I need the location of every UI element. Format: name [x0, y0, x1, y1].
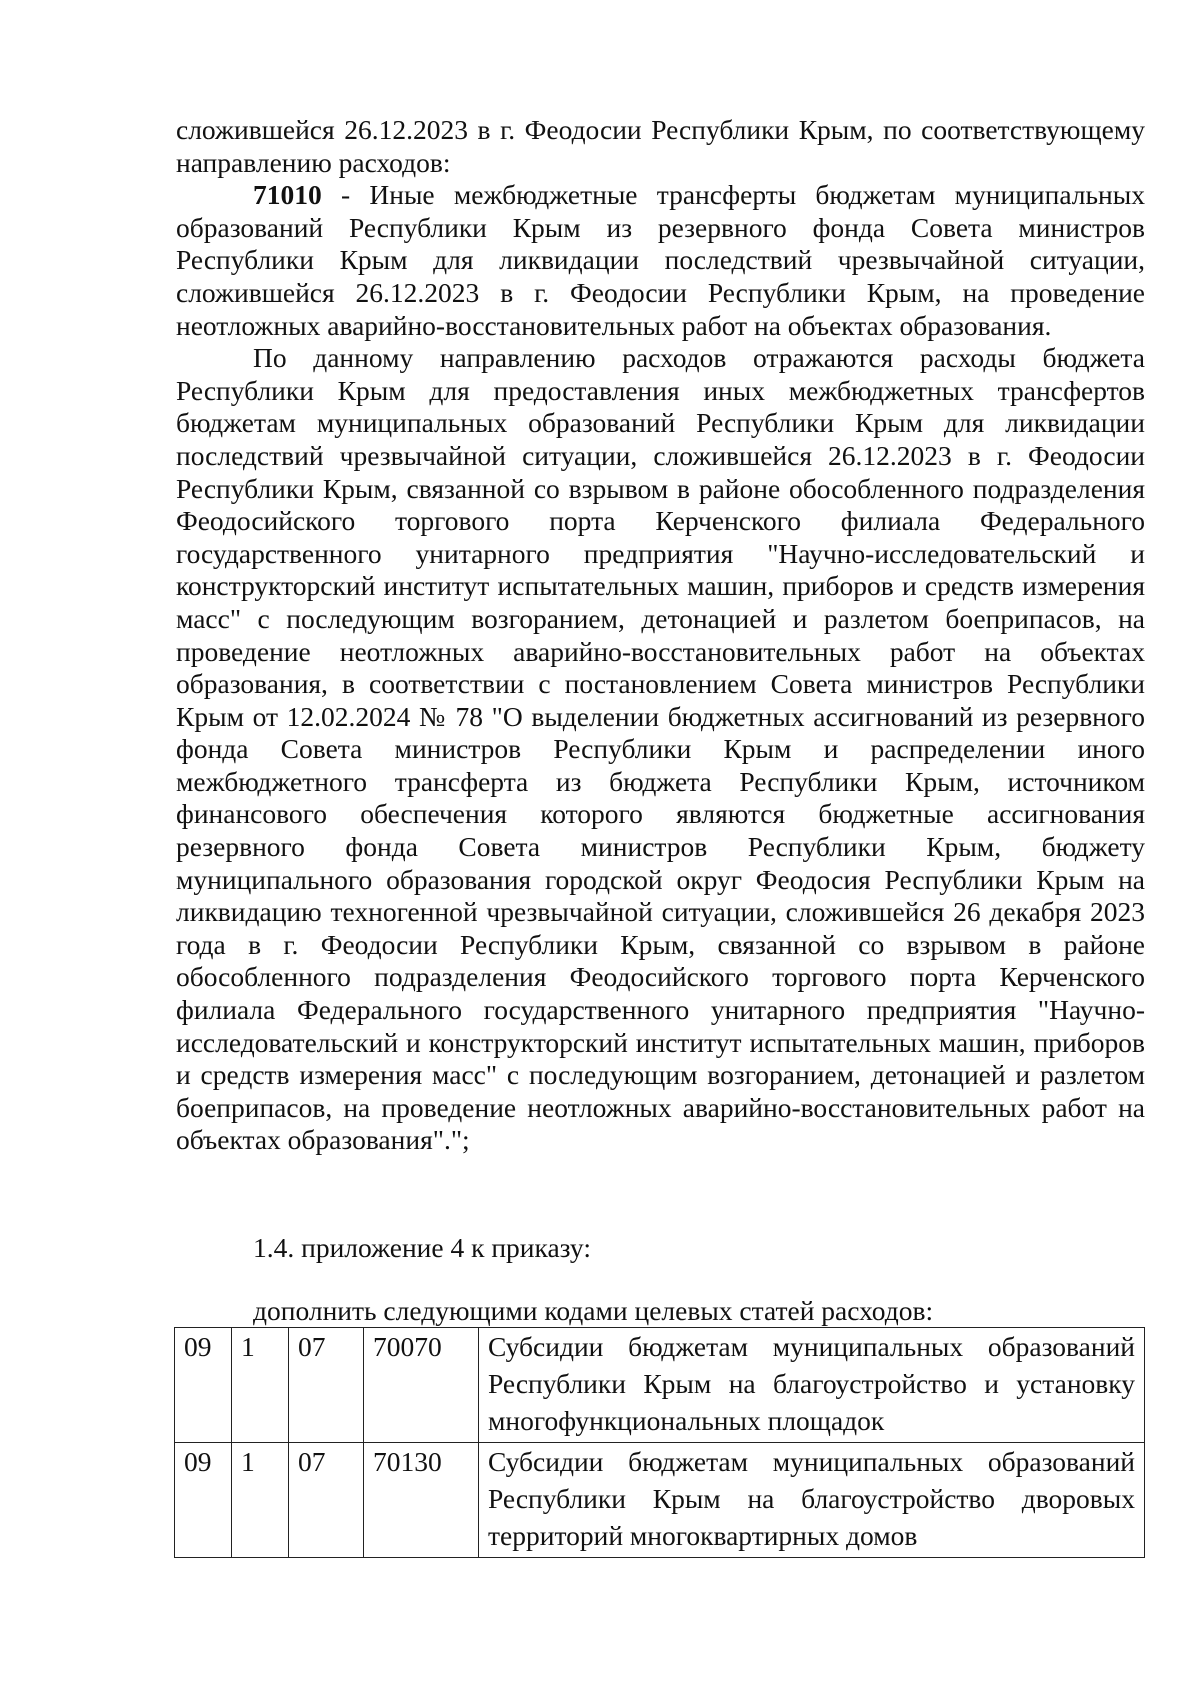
expense-code-description: - Иные межбюджетные трансферты бюджетам муниципальных образований Республики Крым из резервного фонда Совета министров Республики Крым для ликвидации последствий чрезвычайной ситуации, сложившейся 26.12.2023 в г. Феодосии Республики Крым, на проведение неотложных аварийно-восстановительных работ на объектах образования.: [176, 179, 1145, 341]
activity-code-cell: 07: [289, 1328, 364, 1443]
expense-code: 71010: [253, 179, 322, 211]
description-cell: Субсидии бюджетам муниципальных образований Республики Крым на благоустройство и установку многофункциональных площадок: [479, 1328, 1145, 1443]
code-entry-paragraph: [176, 179, 1145, 342]
target-codes-table: [174, 1327, 1145, 1558]
table-row: [175, 1328, 1145, 1443]
item-note: дополнить следующими кодами целевых статей расходов:: [253, 1295, 934, 1326]
activity-code-cell: 07: [289, 1443, 364, 1558]
program-code-cell: 09: [175, 1443, 232, 1558]
direction-code-cell: 70130: [364, 1443, 479, 1558]
explanation-paragraph: По данному направлению расходов отражаются расходы бюджета Республики Крым для предоставления иных межбюджетных трансфертов бюджетам муниципальных образований Республики Крым для ликвидации последствий чрезвычайной ситуации, сложившейся 26.12.2023 в г. Феодосии Республики Крым, связанной со взрывом в районе обособленного подразделения Феодосийского торгового порта Керченского филиала Федерального государственного унитарного предприятия "Научно-исследовательский и конструкторский институт испытательных машин, приборов и средств измерения масс" с последующим возгоранием, детонацией и разлетом боеприпасов, на проведение неотложных аварийно-восстановительных работ на объектах образования, в соответствии с постановлением Совета министров Республики Крым от 12.02.2024 № 78 "О выделении бюджетных ассигнований из резервного фонда Совета министров Республики Крым и распределении иного межбюджетного трансферта из бюджета Республики Крым, источником финансового обеспечения которого являются бюджетные ассигнования резервного фонда Совета министров Республики Крым, бюджету муниципального образования городской округ Феодосия Республики Крым на ликвидацию техногенной чрезвычайной ситуации, сложившейся 26 декабря 2023 года в г. Феодосии Республики Крым, связанной со взрывом в районе обособленного подразделения Феодосийского торгового порта Керченского филиала Федерального государственного унитарного предприятия "Научно-исследовательский и конструкторский институт испытательных машин, приборов и средств измерения масс" с последующим возгоранием, детонацией и разлетом боеприпасов, на проведение неотложных аварийно-восстановительных работ на объектах образования".";: [176, 342, 1145, 1156]
direction-code-cell: 70070: [364, 1328, 479, 1443]
lead-paragraph: сложившейся 26.12.2023 в г. Феодосии Республики Крым, по соответствующему направлению расходов:: [176, 114, 1145, 178]
subprogram-code-cell: 1: [232, 1328, 289, 1443]
program-code-cell: 09: [175, 1328, 232, 1443]
subprogram-code-cell: 1: [232, 1443, 289, 1558]
document-body: [176, 114, 1145, 1157]
description-cell: Субсидии бюджетам муниципальных образований Республики Крым на благоустройство дворовых территорий многоквартирных домов: [479, 1443, 1145, 1558]
item-heading: 1.4. приложение 4 к приказу:: [253, 1232, 591, 1263]
table-row: [175, 1443, 1145, 1558]
